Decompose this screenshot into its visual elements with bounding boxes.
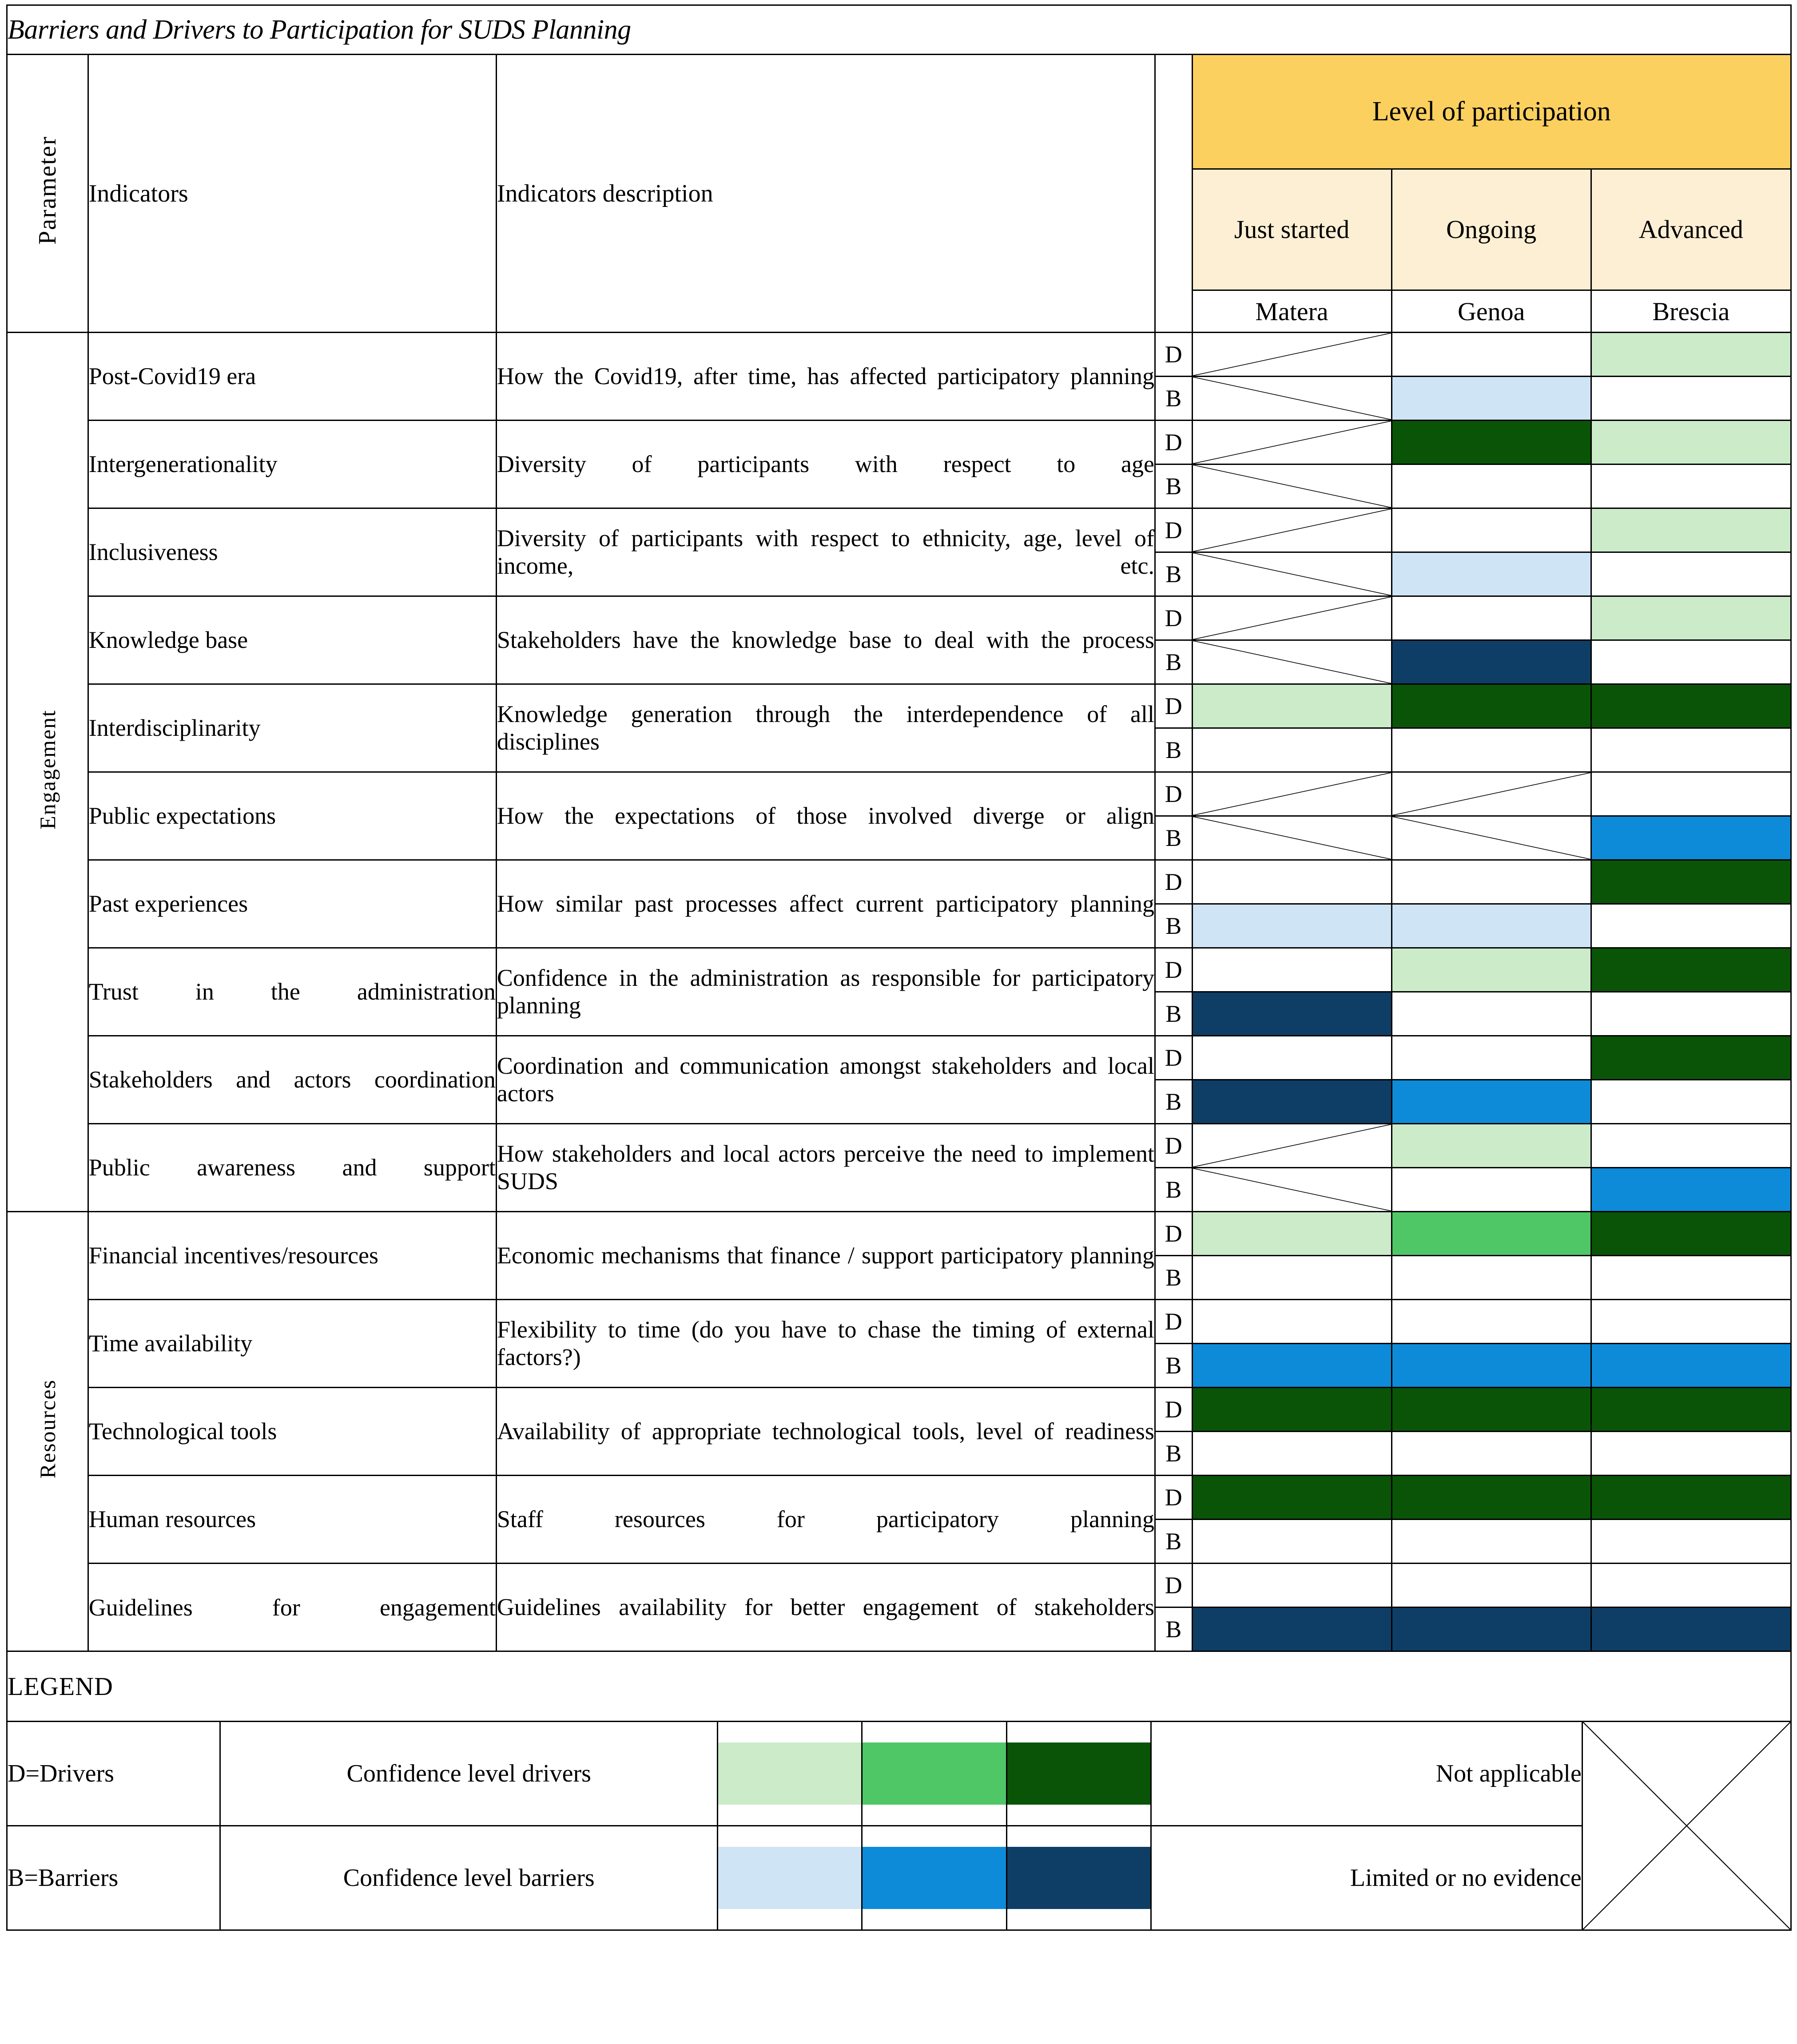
city-header-0: Matera [1192,290,1391,333]
indicator-description: Coordination and communication amongst stakeholders and local actors [496,1036,1155,1124]
matrix-cell[interactable] [1591,948,1791,992]
driver-key: D [1155,1212,1192,1256]
matrix-cell[interactable] [1192,1168,1391,1212]
not-applicable-mark [1193,421,1391,464]
indicator-name: Stakeholders and actors coordination [88,1036,496,1124]
indicator-name: Guidelines for engagement [88,1564,496,1651]
table-row [7,1476,1791,1520]
indicator-name: Past experiences [88,860,496,948]
matrix-cell[interactable] [1192,1300,1391,1344]
matrix-cell[interactable] [1192,596,1391,640]
matrix-cell[interactable] [1391,377,1591,421]
title-row [7,5,1791,55]
matrix-cell[interactable] [1192,1520,1391,1564]
legend-confidence-barriers: Confidence level barriers [220,1826,718,1930]
table-row [7,1212,1791,1256]
driver-key: D [1155,1564,1192,1607]
legend-confidence-drivers: Confidence level drivers [220,1722,718,1826]
matrix-cell[interactable] [1192,1256,1391,1300]
matrix-cell[interactable] [1591,508,1791,552]
matrix-cell[interactable] [1192,904,1391,948]
matrix-cell[interactable] [1591,1124,1791,1168]
matrix-cell[interactable] [1591,464,1791,508]
level-of-participation-header: Level of participation [1192,55,1791,169]
not-applicable-mark [1193,597,1391,639]
matrix-cell[interactable] [1391,1036,1591,1080]
parameter-label: Resources [7,1212,88,1651]
level-header-2: Advanced [1591,169,1791,290]
driver-key: D [1155,684,1192,728]
table-row [7,508,1791,552]
indicators-description-header: Indicators description [496,55,1155,333]
barrier-key: B [1155,816,1192,860]
legend-barriers-key: B=Barriers [7,1826,220,1930]
matrix-cell[interactable] [1192,816,1391,860]
indicator-name: Intergenerationality [88,421,496,508]
indicator-name: Time availability [88,1300,496,1388]
matrix-cell[interactable] [1192,640,1391,684]
matrix-cell[interactable] [1591,904,1791,948]
barrier-key: B [1155,377,1192,421]
matrix-cell[interactable] [1192,1607,1391,1651]
legend-limited-evidence: Limited or no evidence [1151,1826,1582,1930]
legend-drivers-row [7,1722,1791,1826]
barrier-key: B [1155,1520,1192,1564]
matrix-cell[interactable] [1391,1300,1591,1344]
not-applicable-mark [1193,817,1391,859]
not-applicable-mark [1193,1124,1391,1167]
indicator-description: Staff resources for participatory planning [496,1476,1155,1564]
indicator-description: How the expectations of those involved diverge or align [496,772,1155,860]
indicator-name: Inclusiveness [88,508,496,596]
matrix-cell[interactable] [1591,1036,1791,1080]
matrix-cell[interactable] [1391,1388,1591,1432]
matrix-cell[interactable] [1192,992,1391,1036]
matrix-cell[interactable] [1391,1212,1591,1256]
not-applicable-mark [1193,509,1391,552]
matrix-cell[interactable] [1591,377,1791,421]
legend-not-applicable-mark [1582,1722,1791,1930]
matrix-cell[interactable] [1391,1564,1591,1607]
matrix-cell[interactable] [1391,904,1591,948]
driver-key: D [1155,1036,1192,1080]
matrix-cell[interactable] [1591,552,1791,596]
matrix-cell[interactable] [1591,1080,1791,1124]
barrier-key: B [1155,1432,1192,1476]
suds-participation-table [6,4,1792,1652]
indicator-description: How stakeholders and local actors perceive the need to implement SUDS [496,1124,1155,1212]
matrix-cell[interactable] [1591,333,1791,377]
not-applicable-mark [1392,817,1590,859]
matrix-cell[interactable] [1391,1432,1591,1476]
table-row [7,948,1791,992]
indicator-name: Public awareness and support [88,1124,496,1212]
driver-key: D [1155,596,1192,640]
driver-key: D [1155,860,1192,904]
driver-key: D [1155,1388,1192,1432]
matrix-cell[interactable] [1391,464,1591,508]
indicator-description: How similar past processes affect current participatory planning [496,860,1155,948]
matrix-cell[interactable] [1591,772,1791,816]
indicator-description: Diversity of participants with respect to ethnicity, age, level of income, etc. [496,508,1155,596]
matrix-cell[interactable] [1591,1212,1791,1256]
matrix-cell[interactable] [1591,1168,1791,1212]
matrix-cell[interactable] [1192,1564,1391,1607]
matrix-cell[interactable] [1391,552,1591,596]
table-row [7,1564,1791,1607]
matrix-cell[interactable] [1391,1520,1591,1564]
barrier-key: B [1155,728,1192,772]
indicator-name: Human resources [88,1476,496,1564]
matrix-cell[interactable] [1391,1607,1591,1651]
indicator-description: Confidence in the administration as responsible for participatory planning [496,948,1155,1036]
barrier-key: B [1155,464,1192,508]
matrix-cell[interactable] [1591,1432,1791,1476]
indicator-description: Economic mechanisms that finance / support participatory planning [496,1212,1155,1300]
not-applicable-mark [1193,1168,1391,1211]
city-header-2: Brescia [1591,290,1791,333]
barrier-key: B [1155,640,1192,684]
barrier-key: B [1155,904,1192,948]
indicator-description: How the Covid19, after time, has affected participatory planning [496,333,1155,421]
matrix-cell[interactable] [1391,421,1591,464]
driver-key: D [1155,1124,1192,1168]
matrix-cell[interactable] [1591,421,1791,464]
barrier-key: B [1155,1080,1192,1124]
indicator-name: Post-Covid19 era [88,333,496,421]
matrix-cell[interactable] [1391,816,1591,860]
legend-swatch-driver-0 [718,1722,862,1826]
not-applicable-mark [1193,377,1391,420]
table-row [7,1124,1791,1168]
matrix-cell[interactable] [1591,596,1791,640]
matrix-cell[interactable] [1391,1344,1591,1388]
indicator-name: Technological tools [88,1388,496,1476]
matrix-cell[interactable] [1591,1607,1791,1651]
matrix-cell[interactable] [1192,333,1391,377]
not-applicable-mark [1193,641,1391,683]
driver-key: D [1155,772,1192,816]
driver-key: D [1155,1300,1192,1344]
table-row [7,421,1791,464]
matrix-cell[interactable] [1192,421,1391,464]
matrix-cell[interactable] [1391,508,1591,552]
matrix-cell[interactable] [1591,1476,1791,1520]
indicator-description: Diversity of participants with respect to age [496,421,1155,508]
matrix-cell[interactable] [1192,1080,1391,1124]
matrix-cell[interactable] [1391,1124,1591,1168]
table-title: Barriers and Drivers to Participation for SUDS Planning [7,5,1791,55]
indicator-description: Guidelines availability for better engagement of stakeholders [496,1564,1155,1651]
table-row [7,1300,1791,1344]
matrix-cell[interactable] [1192,1036,1391,1080]
matrix-cell[interactable] [1591,1564,1791,1607]
matrix-cell[interactable] [1192,1388,1391,1432]
matrix-cell[interactable] [1591,728,1791,772]
matrix-cell[interactable] [1192,377,1391,421]
table-row [7,860,1791,904]
matrix-cell[interactable] [1192,1124,1391,1168]
legend-swatch-barrier-1 [862,1826,1006,1930]
indicators-header: Indicators [88,55,496,333]
not-applicable-mark [1583,1722,1790,1929]
matrix-cell[interactable] [1192,1212,1391,1256]
barrier-key: B [1155,552,1192,596]
driver-key: D [1155,508,1192,552]
matrix-cell[interactable] [1591,1344,1791,1388]
driver-key: D [1155,421,1192,464]
matrix-cell[interactable] [1391,728,1591,772]
table-row [7,1036,1791,1080]
legend-swatch-driver-1 [862,1722,1006,1826]
indicator-name: Interdisciplinarity [88,684,496,772]
matrix-cell[interactable] [1591,640,1791,684]
table-row [7,772,1791,816]
matrix-cell[interactable] [1391,1168,1591,1212]
matrix-cell[interactable] [1192,684,1391,728]
legend-drivers-key: D=Drivers [7,1722,220,1826]
driver-key: D [1155,1476,1192,1520]
legend-heading: LEGEND [7,1651,1791,1722]
legend-swatch-barrier-2 [1006,1826,1151,1930]
table-row [7,596,1791,640]
not-applicable-mark [1193,333,1391,376]
matrix-cell[interactable] [1391,684,1591,728]
table-row [7,684,1791,728]
matrix-cell[interactable] [1391,1476,1591,1520]
matrix-cell[interactable] [1591,1388,1791,1432]
level-header-1: Ongoing [1391,169,1591,290]
matrix-cell[interactable] [1591,1520,1791,1564]
matrix-cell[interactable] [1192,860,1391,904]
matrix-cell[interactable] [1391,860,1591,904]
parameter-header: Parameter [7,55,88,333]
indicator-name: Trust in the administration [88,948,496,1036]
matrix-cell[interactable] [1391,640,1591,684]
matrix-cell[interactable] [1192,1476,1391,1520]
matrix-cell[interactable] [1391,333,1591,377]
matrix-cell[interactable] [1391,772,1591,816]
parameter-label: Engagement [7,333,88,1212]
table-row [7,333,1791,377]
table-row [7,1388,1791,1432]
matrix-cell[interactable] [1192,1432,1391,1476]
not-applicable-mark [1193,465,1391,508]
legend-swatch-driver-2 [1006,1722,1151,1826]
indicator-name: Financial incentives/resources [88,1212,496,1300]
legend-title-row [7,1651,1791,1722]
barrier-key: B [1155,1256,1192,1300]
matrix-cell[interactable] [1391,596,1591,640]
matrix-cell[interactable] [1192,1344,1391,1388]
matrix-cell[interactable] [1591,816,1791,860]
barrier-key: B [1155,992,1192,1036]
indicator-description: Knowledge generation through the interdependence of all disciplines [496,684,1155,772]
legend-not-applicable: Not applicable [1151,1722,1582,1826]
driver-key: D [1155,948,1192,992]
legend-barriers-row [7,1826,1791,1930]
barrier-key: B [1155,1344,1192,1388]
matrix-cell[interactable] [1192,772,1391,816]
matrix-cell[interactable] [1591,1256,1791,1300]
indicator-name: Knowledge base [88,596,496,684]
matrix-cell[interactable] [1391,1080,1591,1124]
legend-swatch-barrier-0 [718,1826,862,1930]
matrix-cell[interactable] [1192,728,1391,772]
matrix-cell[interactable] [1591,992,1791,1036]
matrix-cell[interactable] [1591,684,1791,728]
barrier-key: B [1155,1607,1192,1651]
matrix-cell[interactable] [1391,948,1591,992]
legend-table [6,1651,1792,1931]
indicator-name: Public expectations [88,772,496,860]
matrix-cell[interactable] [1192,464,1391,508]
db-key-header [1155,55,1192,333]
city-header-1: Genoa [1391,290,1591,333]
driver-key: D [1155,333,1192,377]
level-header-0: Just started [1192,169,1391,290]
barrier-key: B [1155,1168,1192,1212]
matrix-cell[interactable] [1391,1256,1591,1300]
not-applicable-mark [1392,773,1590,815]
matrix-cell[interactable] [1391,992,1591,1036]
indicator-description: Availability of appropriate technological tools, level of readiness [496,1388,1155,1476]
header-row-1 [7,55,1791,169]
not-applicable-mark [1193,553,1391,595]
matrix-cell[interactable] [1192,552,1391,596]
indicator-description: Stakeholders have the knowledge base to deal with the process [496,596,1155,684]
matrix-cell[interactable] [1192,508,1391,552]
matrix-cell[interactable] [1192,948,1391,992]
matrix-cell[interactable] [1591,860,1791,904]
not-applicable-mark [1193,773,1391,815]
matrix-cell[interactable] [1591,1300,1791,1344]
indicator-description: Flexibility to time (do you have to chase the timing of external factors?) [496,1300,1155,1388]
